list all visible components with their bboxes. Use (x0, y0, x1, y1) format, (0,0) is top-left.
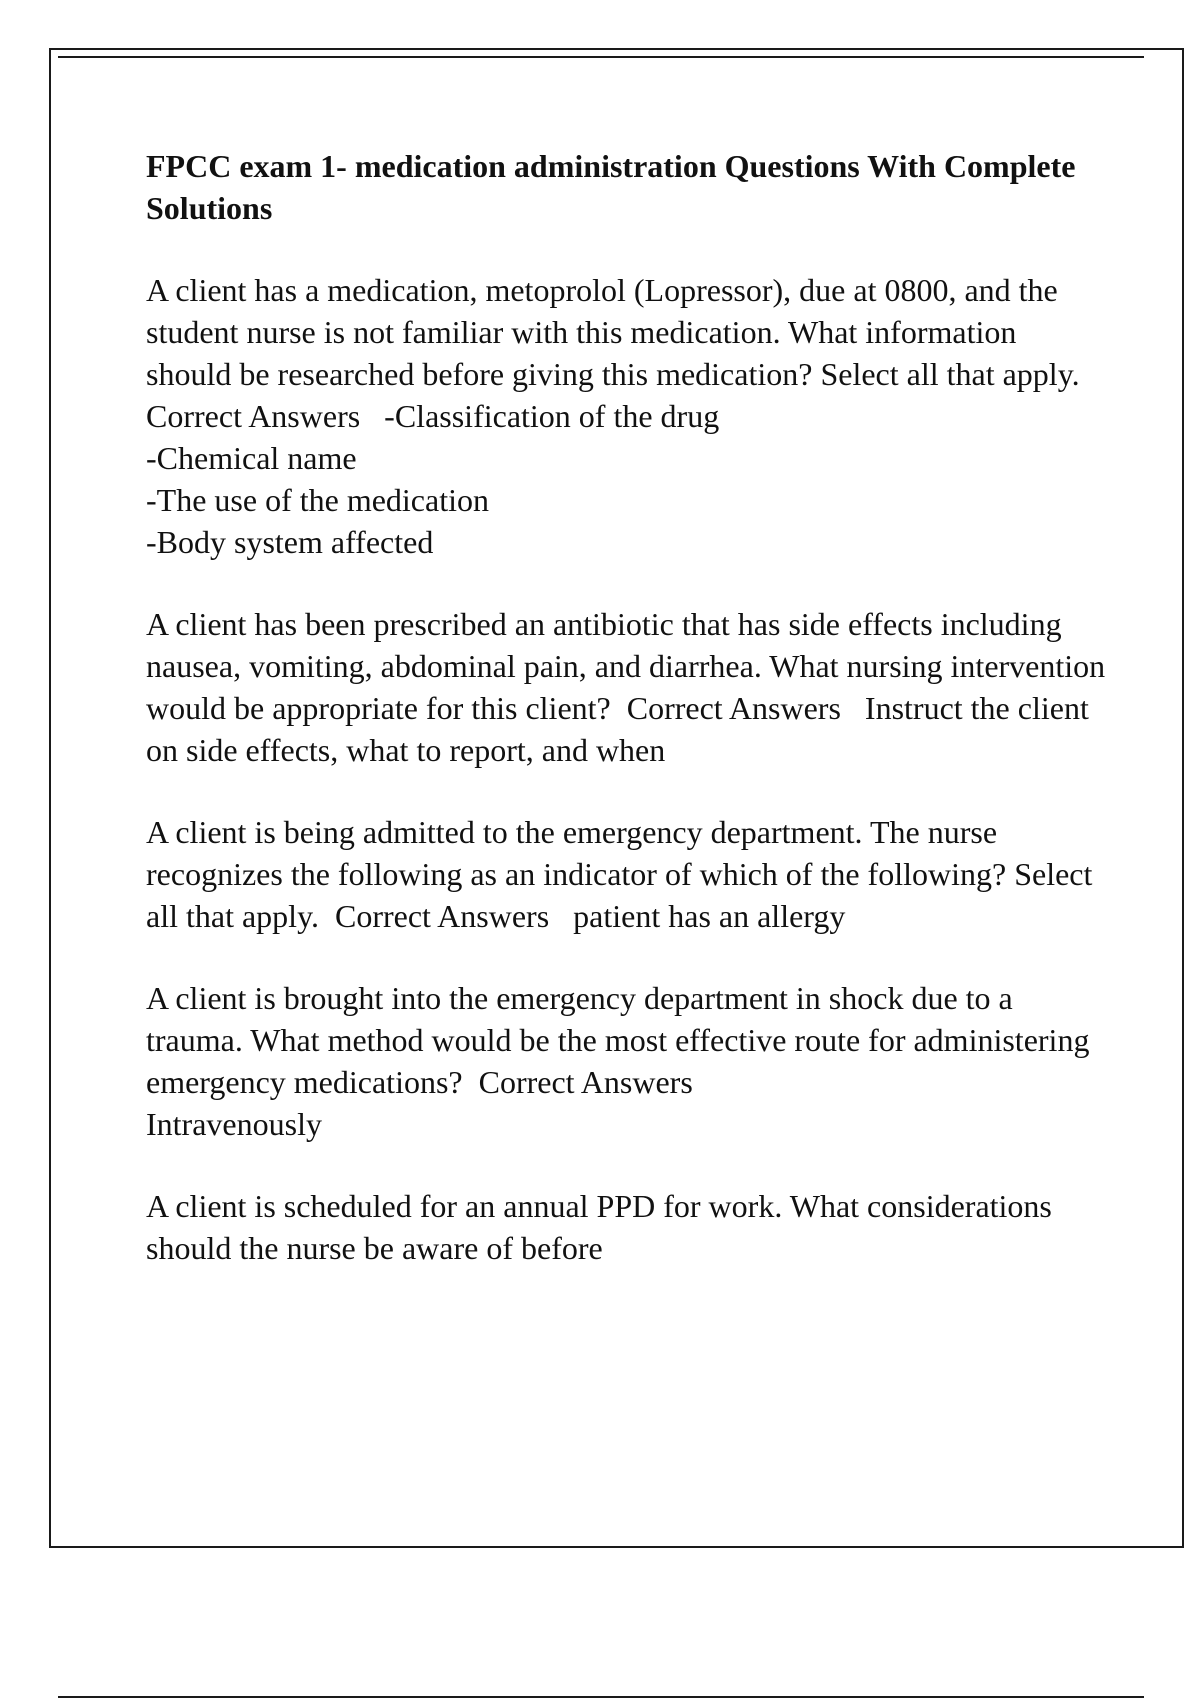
qa-item-4 (146, 977, 1106, 1145)
list-item: -Body system affected (146, 524, 434, 560)
answer-label: Correct Answers (478, 1064, 693, 1100)
question-text: A client is scheduled for an annual PPD for work. What considerations should the nurse be aware of before (146, 1188, 1060, 1266)
answer-text: Instruct the client on side effects, what to report, and when (146, 690, 1097, 768)
question-text: A client is being admitted to the emergency department. The nurse recognizes the following as an indicator of which of the following? Select all that apply. (146, 814, 1101, 934)
answer-label: Correct Answers (334, 898, 550, 934)
question-text: A client is brought into the emergency department in shock due to a trauma. What method would be the most effective route for administering emergency medications? (146, 980, 1098, 1100)
top-rule (58, 56, 1144, 58)
qa-item-3 (146, 811, 1106, 937)
document-title: FPCC exam 1- medication administration Questions With Complete Solutions (146, 148, 1076, 226)
question-text: A client has a medication, metoprolol (Lopressor), due at 0800, and the student nurse is not familiar with this medication. What information should be researched before giving this medication? Select all that apply. (146, 272, 1080, 392)
answer-label: Correct Answers (626, 690, 841, 726)
answer-label: Correct Answers (146, 398, 361, 434)
answer-text: Intravenously (146, 1106, 322, 1142)
question-text: A client has been prescribed an antibiotic that has side effects including nausea, vomiting, abdominal pain, and diarrhea. What nursing intervention would be appropriate for this client? (146, 606, 1114, 726)
answer-list (146, 437, 1106, 563)
qa-item-5 (146, 1185, 1106, 1269)
qa-item-1 (146, 269, 1106, 563)
bottom-rule (58, 1696, 1144, 1698)
answer-text: patient has an allergy (573, 898, 846, 934)
list-item: -Chemical name (146, 440, 357, 476)
document-body (146, 145, 1114, 1309)
answer-text: -Classification of the drug (384, 398, 720, 434)
list-item: -The use of the medication (146, 482, 489, 518)
qa-item-2 (146, 603, 1114, 771)
